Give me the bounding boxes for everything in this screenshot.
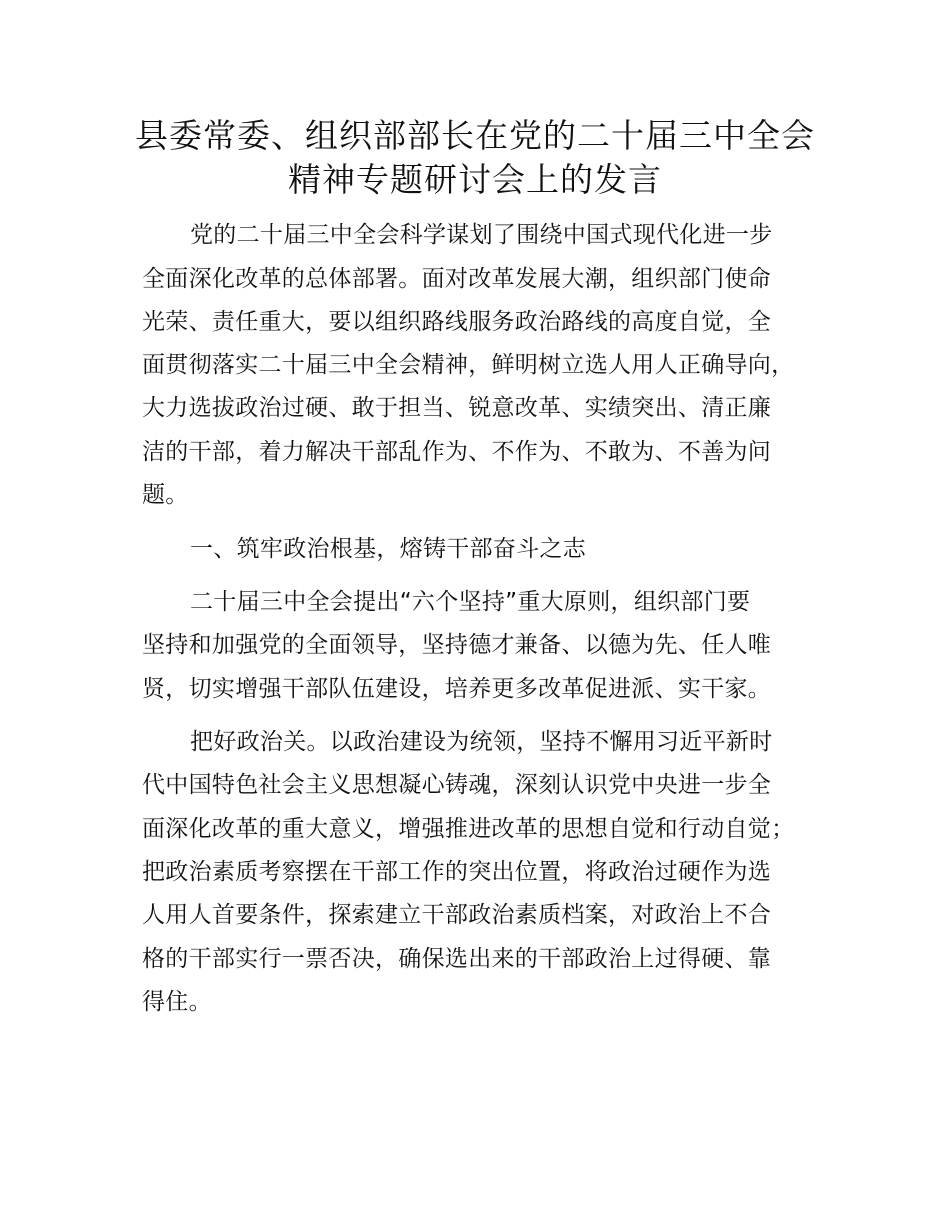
section-heading: 一、筑牢政治根基，熔铸干部奋斗之志 <box>190 536 587 562</box>
paragraph-line: 格的干部实行一票否决，确保选出来的干部政治上过得硬、靠 <box>142 946 772 972</box>
paragraph-line: 把好政治关。以政治建设为统领，坚持不懈用习近平新时 <box>190 729 773 755</box>
paragraph-line: 题。 <box>142 482 189 508</box>
paragraph-line: 面深化改革的重大意义，增强推进改革的思想自觉和行动自觉； <box>142 816 795 842</box>
document-title-line-1: 县委常委、组织部部长在党的二十届三中全会 <box>135 116 815 155</box>
paragraph-line: 人用人首要条件，探索建立干部政治素质档案，对政治上不合 <box>142 902 772 928</box>
document-title-line-2: 精神专题研讨会上的发言 <box>288 160 662 199</box>
paragraph-line: 大力选拔政治过硬、敢于担当、锐意改革、实绩突出、清正廉 <box>142 395 772 421</box>
paragraph-line: 洁的干部，着力解决干部乱作为、不作为、不敢为、不善为问 <box>142 439 772 465</box>
paragraph-line: 把政治素质考察摆在干部工作的突出位置，将政治过硬作为选 <box>142 859 772 885</box>
paragraph-line: 坚持和加强党的全面领导，坚持德才兼备、以德为先、任人唯 <box>142 632 772 658</box>
paragraph-line: 贤，切实增强干部队伍建设，培养更多改革促进派、实干家。 <box>142 676 772 702</box>
paragraph-line: 二十届三中全会提出“六个坚持”重大原则，组织部门要 <box>190 589 751 615</box>
paragraph-line: 光荣、责任重大，要以组织路线服务政治路线的高度自觉，全 <box>142 309 772 335</box>
paragraph-line: 代中国特色社会主义思想凝心铸魂，深刻认识党中央进一步全 <box>142 772 772 798</box>
paragraph-line: 面贯彻落实二十届三中全会精神，鲜明树立选人用人正确导向， <box>142 352 795 378</box>
paragraph-line: 党的二十届三中全会科学谋划了围绕中国式现代化进一步 <box>190 222 773 248</box>
paragraph-line: 得住。 <box>142 989 212 1015</box>
paragraph-line: 全面深化改革的总体部署。面对改革发展大潮，组织部门使命 <box>142 266 772 292</box>
